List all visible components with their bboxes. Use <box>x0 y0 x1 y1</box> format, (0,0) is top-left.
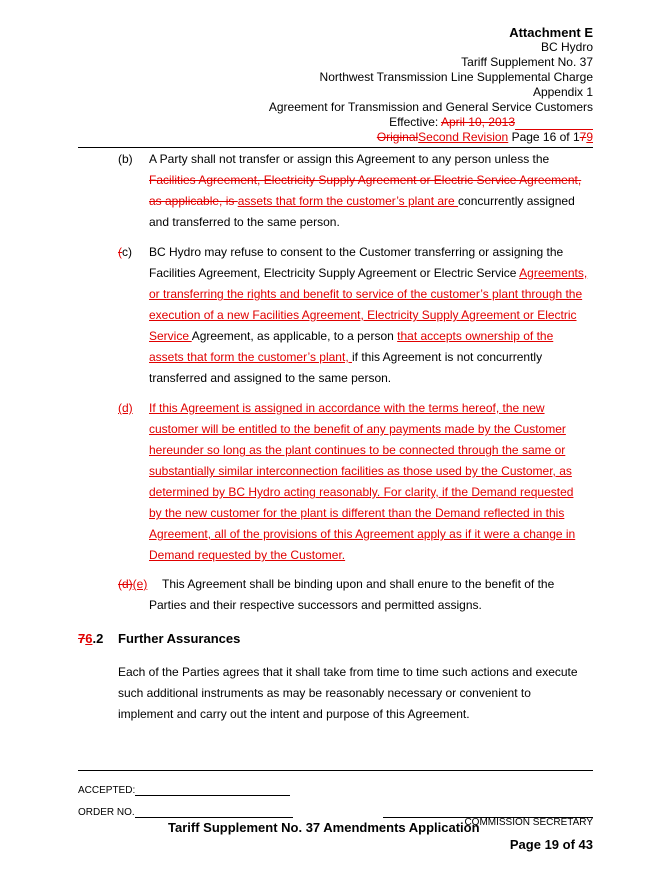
item-b-deleted: Facilities Agreement, Electricity Supply Agreement or Electric Service Agreement, as applicable, is <box>149 173 582 208</box>
page-prefix: Page 16 of 1 <box>508 130 580 144</box>
effective-date <box>389 115 593 130</box>
item-c-text-1: BC Hydro may refuse to consent to the Customer transferring or assigning the Facilities Agreement, Electricity Supply Agreement or Electric Service <box>149 245 564 280</box>
item-d-text: If this Agreement is assigned in accordance with the terms hereof, the new customer will be entitled to the benefit of any payments made by the Customer hereunder so long as the plant continues to be connected through the same or substantially similar interconnection facilities as those used by the Customer, as determined by BC Hydro acting reasonably. For clarity, if the Demand requested by the new customer for the plant is different than the Demand reflected in this Agreement, all of the provisions of this Agreement apply as if it were a change in Demand requested by the Customer. <box>149 401 576 562</box>
item-c-label <box>118 242 132 263</box>
order-line <box>78 806 293 818</box>
section-number <box>78 631 103 646</box>
revision-inserted: Second Revision <box>418 130 509 144</box>
item-c-inserted-2: that accepts ownership of the assets that form the customer’s plant, <box>149 329 554 364</box>
tariff-supplement: Tariff Supplement No. 37 <box>461 55 593 69</box>
item-b-text-2: concurrently assigned and transferred to the same person. <box>149 194 575 229</box>
accepted-label: ACCEPTED: <box>78 785 136 796</box>
item-b <box>118 149 588 233</box>
revision-line <box>377 130 593 145</box>
section-number-rest: .2 <box>92 631 104 646</box>
item-c-label-rest: c) <box>122 245 132 259</box>
section-heading <box>78 631 241 646</box>
item-d-label: (d) <box>118 401 133 415</box>
application-title: Tariff Supplement No. 37 Amendments Application <box>168 820 480 835</box>
footer-rule <box>78 770 593 771</box>
item-c-text <box>149 242 588 389</box>
agreement-name: Agreement for Transmission and General Service Customers <box>268 100 593 114</box>
section-number-deleted: 7 <box>78 631 86 646</box>
accepted-line <box>78 784 290 796</box>
appendix-label: Appendix 1 <box>532 85 593 99</box>
item-e <box>118 574 588 616</box>
item-c <box>118 242 588 389</box>
item-e-label <box>118 574 147 595</box>
item-c-text-3: if this Agreement is not concurrently transferred and assigned to the same person. <box>149 350 543 385</box>
section-body: Each of the Parties agrees that it shall take from time to time such actions and execute such additional instruments as may be reasonably necessary or convenient to implement and carry out the intent and purpose of this Agreement. <box>118 665 578 721</box>
item-c-inserted-1: Agreements, or transferring the rights and benefit to service of the customer’s plant through the execution of a new Facilities Agreement, Electricity Supply Agreement or Electric Service <box>149 266 588 343</box>
item-e-text: This Agreement shall be binding upon and shall enure to the benefit of the Parties and their respective successors and permitted assigns. <box>149 577 555 612</box>
commission-secretary: COMMISSION SECRETARY <box>464 817 593 828</box>
revision-deleted: Original <box>376 130 419 144</box>
page-inserted: 9 <box>586 130 593 144</box>
item-b-label: (b) <box>118 152 133 166</box>
accepted-blank <box>135 784 290 796</box>
order-blank <box>135 806 293 818</box>
attachment-title: Attachment E <box>509 25 593 40</box>
section-number-inserted: 6 <box>85 631 93 646</box>
item-e-label-deleted: (d) <box>118 577 133 591</box>
page-number: Page 19 of 43 <box>509 837 593 852</box>
item-c-label-deleted: ( <box>118 245 122 259</box>
effective-deleted: April 10, 2013 <box>440 115 515 129</box>
charge-name: Northwest Transmission Line Supplemental Charge <box>319 70 593 84</box>
page-deleted: 7 <box>579 130 587 144</box>
header-rule <box>78 147 593 148</box>
item-c-text-2: Agreement, as applicable, to a person <box>191 329 398 343</box>
item-b-text-1: A Party shall not transfer or assign this Agreement to any person unless the <box>149 152 550 166</box>
effective-label: Effective: <box>389 115 441 129</box>
section-title: Further Assurances <box>118 631 241 646</box>
item-b-text <box>149 149 588 233</box>
company-name: BC Hydro <box>540 40 593 54</box>
item-b-inserted: assets that form the customer’s plant are <box>237 194 459 208</box>
item-e-label-inserted: (e) <box>132 577 148 591</box>
item-d <box>118 398 588 566</box>
order-label: ORDER NO. <box>78 807 135 818</box>
